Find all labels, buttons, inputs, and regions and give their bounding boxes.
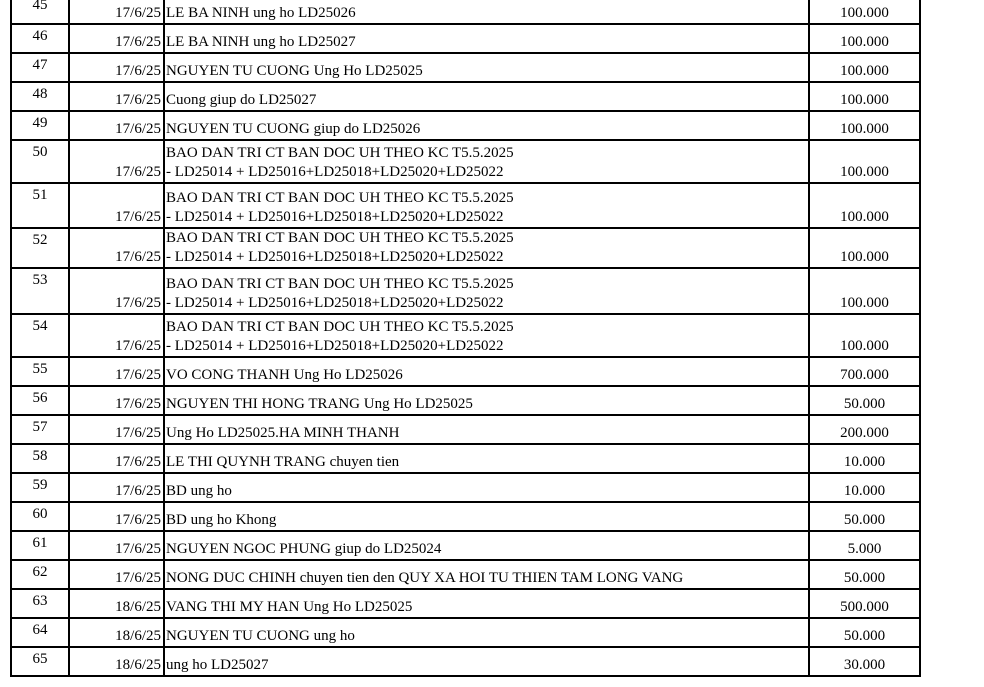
row-date: 17/6/25 [69, 560, 164, 589]
table-row [11, 415, 920, 444]
row-date: 17/6/25 [69, 228, 164, 268]
row-number: 56 [11, 386, 69, 415]
row-number: 62 [11, 560, 69, 589]
row-date: 17/6/25 [69, 0, 164, 24]
row-description [164, 386, 809, 415]
row-amount: 5.000 [809, 531, 920, 560]
row-number: 45 [11, 0, 69, 24]
row-date: 17/6/25 [69, 24, 164, 53]
description-line: BAO DAN TRI CT BAN DOC UH THEO KC T5.5.2025 [166, 230, 514, 246]
table-row [11, 268, 920, 314]
row-number: 57 [11, 415, 69, 444]
description-line: BAO DAN TRI CT BAN DOC UH THEO KC T5.5.2025 [166, 276, 514, 292]
row-amount: 100.000 [809, 82, 920, 111]
row-description [164, 473, 809, 502]
row-number: 46 [11, 24, 69, 53]
row-amount: 100.000 [809, 314, 920, 357]
row-description [164, 531, 809, 560]
table-row [11, 53, 920, 82]
row-description [164, 415, 809, 444]
row-description [164, 268, 809, 314]
row-description [164, 502, 809, 531]
row-amount: 50.000 [809, 560, 920, 589]
table-row [11, 0, 920, 24]
row-description [164, 82, 809, 111]
table-row [11, 386, 920, 415]
row-description [164, 228, 809, 268]
table-row [11, 502, 920, 531]
row-number: 58 [11, 444, 69, 473]
table-row [11, 357, 920, 386]
row-description [164, 140, 809, 183]
row-amount: 100.000 [809, 53, 920, 82]
row-amount: 10.000 [809, 444, 920, 473]
row-description [164, 183, 809, 228]
table-row [11, 314, 920, 357]
row-amount: 100.000 [809, 228, 920, 268]
table-row [11, 531, 920, 560]
row-date: 17/6/25 [69, 183, 164, 228]
row-date: 18/6/25 [69, 647, 164, 676]
row-number: 63 [11, 589, 69, 618]
donation-ledger-sheet [10, 0, 919, 677]
row-amount: 10.000 [809, 473, 920, 502]
row-date: 17/6/25 [69, 140, 164, 183]
row-amount: 100.000 [809, 140, 920, 183]
table-row [11, 647, 920, 676]
table-row [11, 444, 920, 473]
row-date: 17/6/25 [69, 415, 164, 444]
description-line: NONG DUC CHINH chuyen tien den QUY XA HOI TU THIEN TAM LONG VANG [166, 570, 684, 586]
table-row [11, 228, 920, 268]
description-line: BD ung ho Khong [166, 512, 277, 528]
row-date: 17/6/25 [69, 82, 164, 111]
row-description [164, 589, 809, 618]
table-row [11, 589, 920, 618]
row-date: 17/6/25 [69, 268, 164, 314]
row-number: 51 [11, 183, 69, 228]
description-line: NGUYEN NGOC PHUNG giup do LD25024 [166, 541, 442, 557]
description-line: LE THI QUYNH TRANG chuyen tien [166, 454, 400, 470]
description-line: - LD25014 + LD25016+LD25018+LD25020+LD25022 [166, 295, 504, 311]
row-description [164, 24, 809, 53]
table-row [11, 140, 920, 183]
description-line: - LD25014 + LD25016+LD25018+LD25020+LD25022 [166, 249, 504, 265]
row-number: 59 [11, 473, 69, 502]
description-line: LE BA NINH ung ho LD25027 [166, 34, 356, 50]
row-number: 60 [11, 502, 69, 531]
description-line: NGUYEN TU CUONG ung ho [166, 628, 355, 644]
row-description [164, 357, 809, 386]
row-description [164, 647, 809, 676]
row-amount: 50.000 [809, 618, 920, 647]
row-amount: 100.000 [809, 268, 920, 314]
row-number: 49 [11, 111, 69, 140]
description-line: NGUYEN THI HONG TRANG Ung Ho LD25025 [166, 396, 473, 412]
row-description [164, 444, 809, 473]
row-date: 17/6/25 [69, 444, 164, 473]
row-number: 65 [11, 647, 69, 676]
table-row [11, 473, 920, 502]
row-amount: 50.000 [809, 502, 920, 531]
description-line: NGUYEN TU CUONG Ung Ho LD25025 [166, 63, 423, 79]
table-row [11, 618, 920, 647]
row-date: 17/6/25 [69, 314, 164, 357]
table-row [11, 82, 920, 111]
row-number: 52 [11, 228, 69, 268]
row-amount: 30.000 [809, 647, 920, 676]
row-date: 17/6/25 [69, 111, 164, 140]
description-line: ung ho LD25027 [166, 657, 269, 673]
row-number: 48 [11, 82, 69, 111]
row-description [164, 618, 809, 647]
row-description [164, 53, 809, 82]
row-amount: 700.000 [809, 357, 920, 386]
description-line: VANG THI MY HAN Ung Ho LD25025 [166, 599, 413, 615]
row-amount: 100.000 [809, 0, 920, 24]
table-row [11, 111, 920, 140]
row-description [164, 314, 809, 357]
description-line: Ung Ho LD25025.HA MINH THANH [166, 425, 400, 441]
row-number: 53 [11, 268, 69, 314]
row-amount: 200.000 [809, 415, 920, 444]
description-line: LE BA NINH ung ho LD25026 [166, 5, 356, 21]
row-date: 17/6/25 [69, 502, 164, 531]
description-line: VO CONG THANH Ung Ho LD25026 [166, 367, 403, 383]
description-line: - LD25014 + LD25016+LD25018+LD25020+LD25022 [166, 338, 504, 354]
description-line: BAO DAN TRI CT BAN DOC UH THEO KC T5.5.2025 [166, 145, 514, 161]
row-number: 55 [11, 357, 69, 386]
row-description [164, 560, 809, 589]
row-date: 17/6/25 [69, 473, 164, 502]
row-number: 61 [11, 531, 69, 560]
row-number: 47 [11, 53, 69, 82]
row-number: 54 [11, 314, 69, 357]
table-row [11, 183, 920, 228]
donation-table-body [11, 0, 920, 676]
row-description [164, 111, 809, 140]
row-date: 17/6/25 [69, 531, 164, 560]
row-date: 17/6/25 [69, 386, 164, 415]
description-line: BD ung ho [166, 483, 232, 499]
description-line: Cuong giup do LD25027 [166, 92, 317, 108]
row-amount: 100.000 [809, 24, 920, 53]
description-line: - LD25014 + LD25016+LD25018+LD25020+LD25022 [166, 209, 504, 225]
row-amount: 100.000 [809, 183, 920, 228]
row-number: 64 [11, 618, 69, 647]
donation-table [10, 0, 921, 677]
row-description [164, 0, 809, 24]
row-amount: 500.000 [809, 589, 920, 618]
row-number: 50 [11, 140, 69, 183]
description-line: BAO DAN TRI CT BAN DOC UH THEO KC T5.5.2025 [166, 319, 514, 335]
description-line: - LD25014 + LD25016+LD25018+LD25020+LD25022 [166, 164, 504, 180]
row-amount: 50.000 [809, 386, 920, 415]
description-line: NGUYEN TU CUONG giup do LD25026 [166, 121, 421, 137]
row-date: 18/6/25 [69, 618, 164, 647]
row-date: 17/6/25 [69, 53, 164, 82]
row-date: 18/6/25 [69, 589, 164, 618]
row-date: 17/6/25 [69, 357, 164, 386]
description-line: BAO DAN TRI CT BAN DOC UH THEO KC T5.5.2025 [166, 190, 514, 206]
table-row [11, 24, 920, 53]
row-amount: 100.000 [809, 111, 920, 140]
table-row [11, 560, 920, 589]
